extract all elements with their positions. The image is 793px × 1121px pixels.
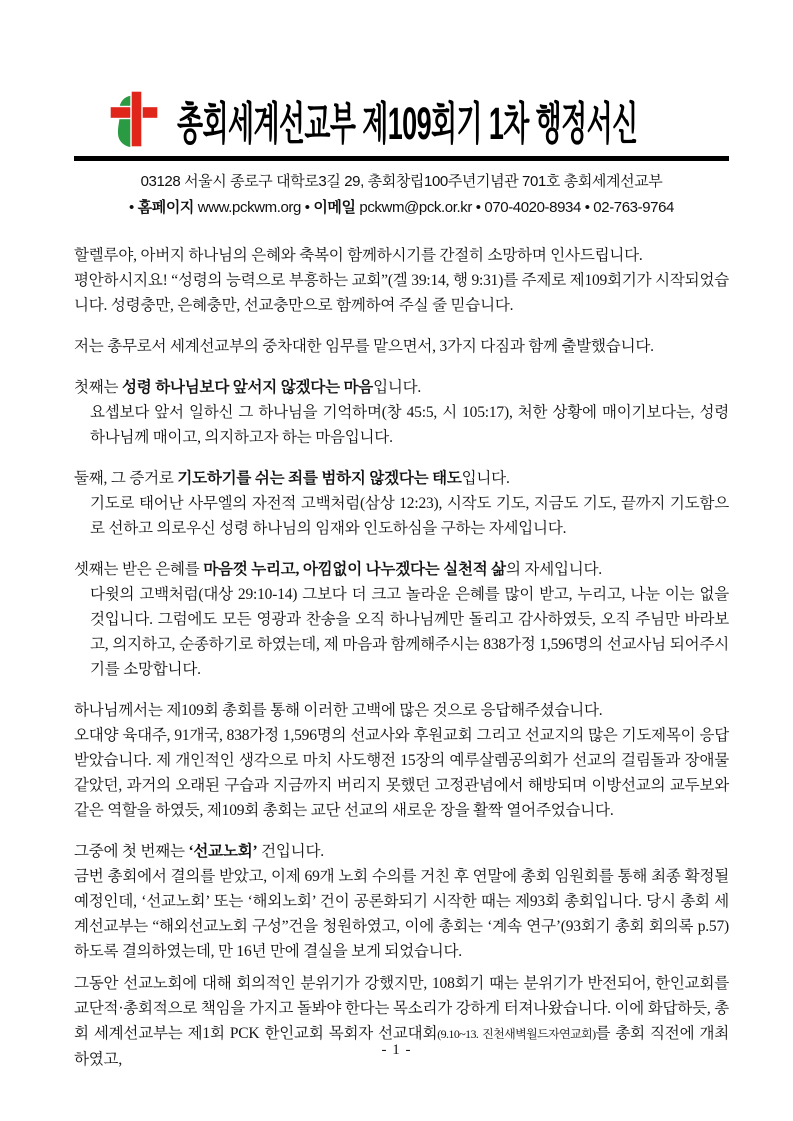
bullet: • xyxy=(304,199,314,216)
text-run: 할렐루야, 아버지 하나님의 은혜와 축복이 함께하시기를 간절히 소망하며 인사드립니다. xyxy=(74,247,643,264)
text-run: 성령 하나님보다 앞서지 않겠다는 마음 xyxy=(122,379,374,396)
pck-cross-leaf-logo-icon xyxy=(106,90,162,148)
paragraph xyxy=(74,375,729,400)
paragraph xyxy=(74,864,729,964)
document-title: 총회세계선교부 제109회기 1차 행정서신 xyxy=(177,97,638,149)
text-run: 다윗의 고백처럼(대상 29:10-14) 그보다 더 크고 놀라운 은혜를 많이 받고, 누리고, 나눈 이는 없을 것입니다. 그럼에도 모든 영광과 찬송을 오직 하나님께만 돌리고 감사하였듯, 오직 주님만 바라보고, 의지하고, 순종하기로 하였는데, 제 마음과 함께해주시는 838가정 1,596명의 선교사님 되어주시기를 소망합니다. xyxy=(90,586,729,678)
paragraph xyxy=(74,400,729,450)
text-run: ‘선교노회’ xyxy=(188,843,258,860)
text-run: 그동안 선교노회에 대해 회의적인 분위기가 강했지만, 108회기 때는 분위기가 반전되어, 한인교회를 교단적·총회적으로 책임을 가지고 돌봐야 한다는 목소리가 강하게 터져나왔습니다. 이에 화답하듯, 총회 세계선교부는 제1회 PCK 한인교회 목회자 선교대회 xyxy=(74,975,729,1042)
email-label: 이메일 xyxy=(313,199,356,216)
header-divider xyxy=(74,156,729,161)
document-body xyxy=(74,243,729,1072)
paragraph xyxy=(74,582,729,682)
address-line: 03128 서울시 종로구 대학로3길 29, 총회창립100주년기념관 701호 총회세계선교부 xyxy=(140,173,663,190)
text-run: 그중에 첫 번째는 xyxy=(74,843,189,860)
paragraph xyxy=(74,243,729,268)
paragraph xyxy=(74,698,729,723)
text-run: 의 자세입니다. xyxy=(505,561,602,578)
text-run: 둘째, 그 증거로 xyxy=(74,470,178,487)
text-run: 요셉보다 앞서 일하신 그 하나님을 기억하며(창 45:5, 시 105:17), 처한 상황에 매이기보다는, 성령 하나님께 매이고, 의지하고자 하는 마음입니다. xyxy=(90,404,729,446)
text-run: 셋째는 받은 은혜를 xyxy=(74,561,204,578)
text-run: 마음껏 누리고, 아낌없이 나누겠다는 실천적 삶 xyxy=(203,561,506,578)
document-header xyxy=(106,0,729,148)
text-run: 오대양 육대주, 91개국, 838가정 1,596명의 선교사와 후원교회 그리고 선교지의 많은 기도제목이 응답받았습니다. 제 개인적인 생각으로 마치 사도행전 15장의 예루살렘공의회가 선교의 걸림돌과 장애물 같았던, 과거의 오래된 구습과 지금까지 버리지 못했던 고정관념에서 해방되며 이방선교의 교두보와 같은 역할을 하였듯, 제109회 총회는 교단 선교의 새로운 장을 활짝 열어주었습니다. xyxy=(74,727,729,819)
paragraph xyxy=(74,557,729,582)
title-wrap xyxy=(177,90,659,148)
paragraph xyxy=(74,723,729,823)
paragraph xyxy=(74,334,729,359)
text-run: 첫째는 xyxy=(74,379,122,396)
paragraph xyxy=(74,268,729,318)
contact-line xyxy=(74,195,729,221)
text-run: (9.10~13. 진천새벽월드자연교회) xyxy=(437,1027,596,1041)
page-number: - 1 - xyxy=(381,1042,412,1058)
paragraph xyxy=(74,491,729,541)
paragraph xyxy=(74,466,729,491)
homepage-url: www.pckwm.org xyxy=(194,199,305,216)
homepage-label: 홈페이지 xyxy=(137,199,195,216)
paragraph xyxy=(74,839,729,864)
text-run: 건입니다. xyxy=(257,843,324,860)
text-run: 평안하시지요! “성령의 능력으로 부흥하는 교회”(겔 39:14, 행 9:31)를 주제로 제109회기가 시작되었습니다. 성령충만, 은혜충만, 선교충만으로 함께하여 주실 줄 믿습니다. xyxy=(74,272,729,314)
text-run: 하나님께서는 제109회 총회를 통해 이러한 고백에 많은 것으로 응답해주셨습니다. xyxy=(74,702,603,719)
text-run: 저는 총무로서 세계선교부의 중차대한 임무를 맡으면서, 3가지 다짐과 함께 출발했습니다. xyxy=(74,338,654,355)
bullet: • xyxy=(129,199,138,216)
text-run: 를 총회 직전에 개최하였고, xyxy=(74,1025,729,1068)
text-run: 기도하기를 쉬는 죄를 범하지 않겠다는 태도 xyxy=(177,470,462,487)
text-run: 금번 총회에서 결의를 받았고, 이제 69개 노회 수의를 거친 후 연말에 총회 임원회를 통해 최종 확정될 예정인데, ‘선교노회’ 또는 ‘해외노회’ 건이 공론화되기 시작한 때는 제93회 총회입니다. 당시 총회 세계선교부는 “해외선교노회 구성”건을 청원하였고, 이에 총회는 ‘계속 연구’(93회기 총회 회의록 p.57)하도록 결의하였는데, 만 16년 만에 결실을 보게 되었습니다. xyxy=(74,868,729,960)
phone-numbers: • 070-4020-8934 • 02-763-9764 xyxy=(475,199,674,216)
text-run: 입니다. xyxy=(373,379,422,396)
email-address: pckwm@pck.or.kr xyxy=(355,199,476,216)
text-run: 기도로 태어난 사무엘의 자전적 고백처럼(삼상 12:23), 시작도 기도, 지금도 기도, 끝까지 기도함으로 선하고 의로우신 성령 하나님의 임재와 인도하심을 구하는 자세입니다. xyxy=(90,495,729,537)
text-run: 입니다. xyxy=(461,470,510,487)
